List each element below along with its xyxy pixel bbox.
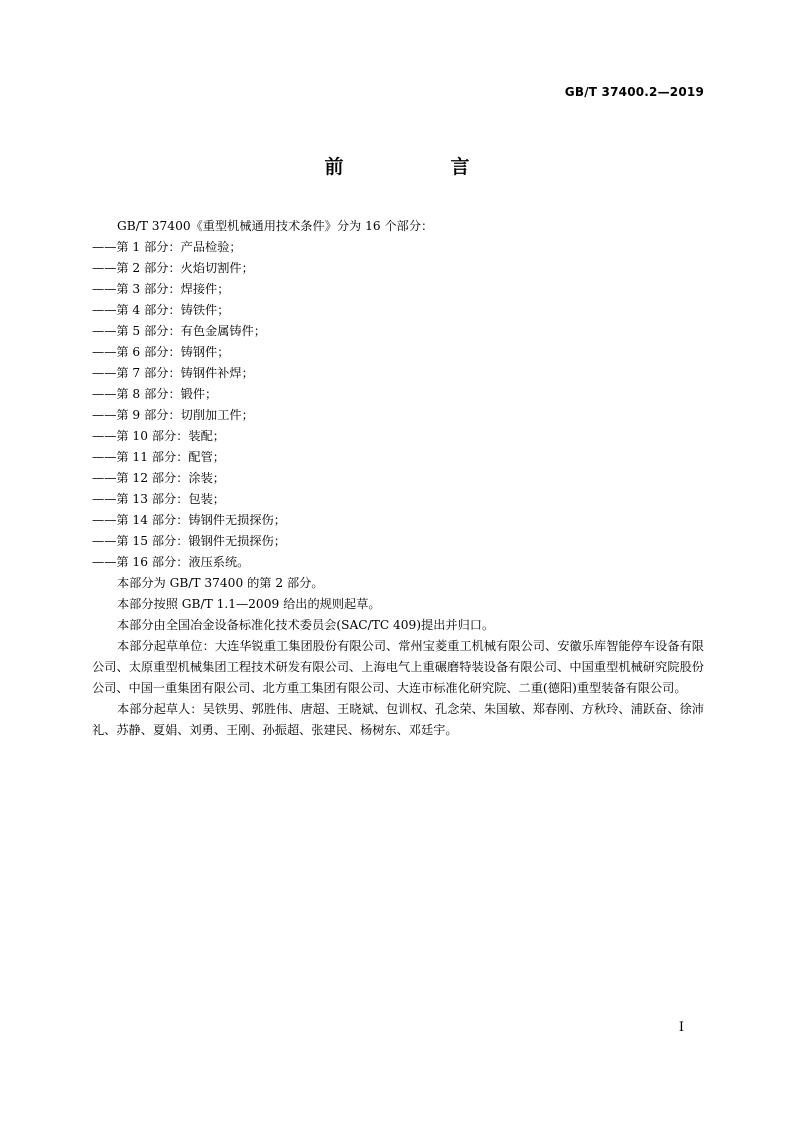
part-item: ——第 7 部分：铸钢件补焊；	[92, 366, 254, 380]
document-code: GB/T 37400.2—2019	[564, 85, 704, 99]
parts-list	[92, 237, 704, 573]
proposer-statement: 本部分由全国冶金设备标准化技术委员会(SAC/TC 409)提出并归口。	[117, 618, 495, 632]
part-item: ——第 5 部分：有色金属铸件；	[92, 324, 266, 338]
part-item: ——第 4 部分：铸铁件；	[92, 303, 230, 317]
part-item: ——第 8 部分：锻件；	[92, 387, 218, 401]
part-item: ——第 10 部分：装配；	[92, 429, 225, 443]
drafting-rules-statement: 本部分按照 GB/T 1.1—2009 给出的规则起草。	[117, 597, 381, 611]
part-item: ——第 13 部分：包装；	[92, 492, 225, 506]
part-item: ——第 3 部分：焊接件；	[92, 282, 230, 296]
page-number: I	[678, 1020, 684, 1035]
part-item: ——第 2 部分：火焰切割件；	[92, 261, 254, 275]
part-item: ——第 14 部分：铸钢件无损探伤；	[92, 513, 286, 527]
drafting-units-paragraph: 本部分起草单位：大连华锐重工集团股份有限公司、常州宝菱重工机械有限公司、安徽乐库智能停车设备有限公司、太原重型机械集团工程技术研发有限公司、上海电气上重碾磨特装设备有限公司、中国重型机械研究院股份公司、中国一重集团有限公司、北方重工集团有限公司、大连市标准化研究院、二重(德阳)重型装备有限公司。	[92, 639, 704, 695]
part-item: ——第 12 部分：涂装；	[92, 471, 225, 485]
page-title: 前 言	[324, 156, 514, 178]
part-item: ——第 16 部分：液压系统。	[92, 555, 250, 569]
foreword-body	[92, 216, 704, 741]
drafters-paragraph: 本部分起草人：吴铁男、郭胜伟、唐超、王晓斌、包训权、孔念荣、朱国敏、郑春刚、方秋玲、浦跃奋、徐沛礼、苏静、夏娟、刘勇、王刚、孙振超、张建民、杨树东、邓廷宇。	[92, 702, 704, 737]
intro-line: GB/T 37400《重型机械通用技术条件》分为 16 个部分：	[117, 219, 434, 233]
part-statement: 本部分为 GB/T 37400 的第 2 部分。	[117, 576, 324, 590]
part-item: ——第 11 部分：配管；	[92, 450, 225, 464]
part-item: ——第 15 部分：锻钢件无损探伤；	[92, 534, 286, 548]
part-item: ——第 1 部分：产品检验；	[92, 240, 242, 254]
part-item: ——第 9 部分：切削加工件；	[92, 408, 254, 422]
part-item: ——第 6 部分：铸钢件；	[92, 345, 230, 359]
